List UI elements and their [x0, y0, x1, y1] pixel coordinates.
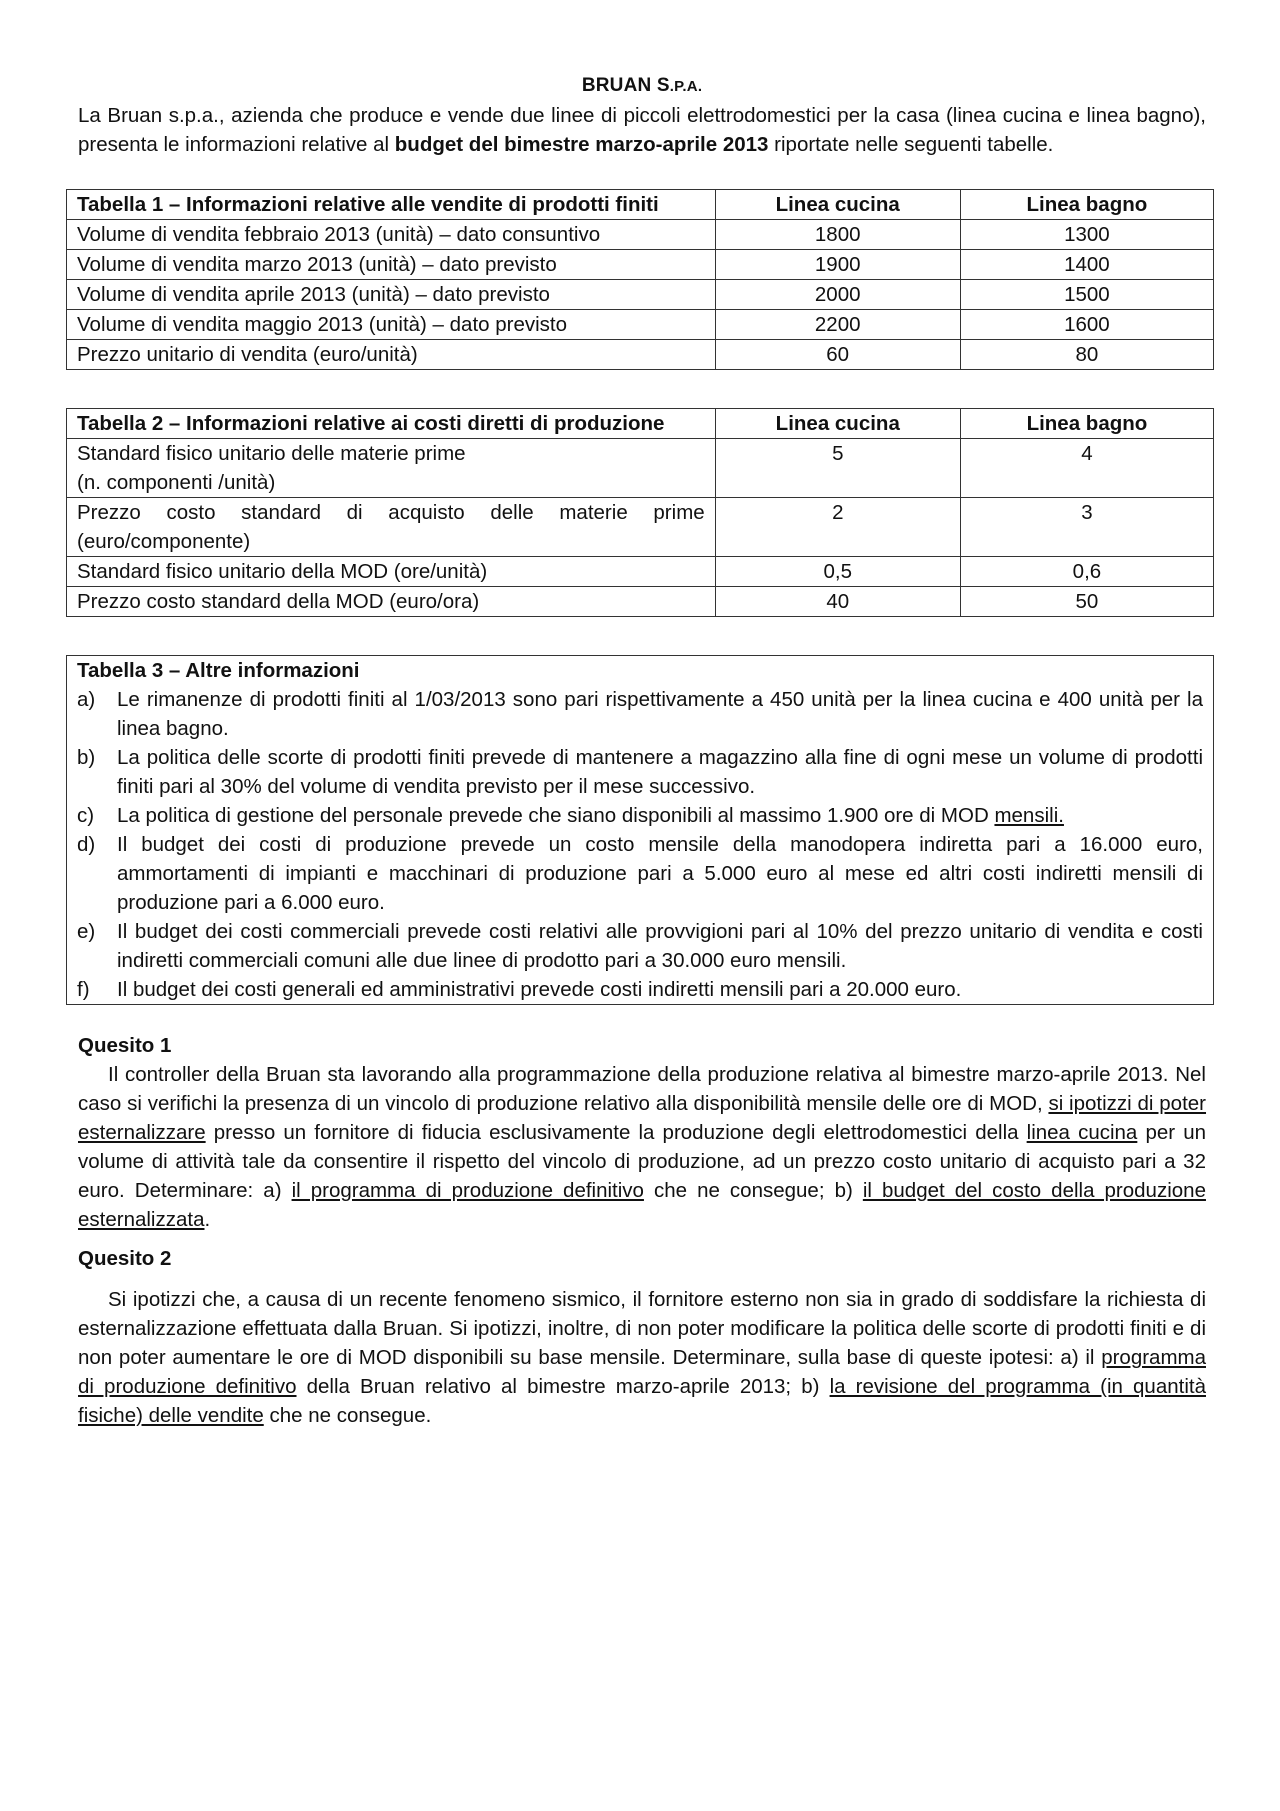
list-item	[77, 830, 1203, 917]
row-label: Volume di vendita marzo 2013 (unità) – dato previsto	[67, 250, 716, 280]
list-marker: b)	[77, 746, 96, 769]
q1-text-1: Il controller della Bruan sta lavorando alla programmazione della produzione relativa al bimestre marzo-aprile 2013. Nel caso si verifichi la presenza di un vincolo di produzione relativo alla disponibilità mensile delle ore di MOD,	[78, 1063, 1206, 1115]
q1-text-2: presso un fornitore di fiducia esclusivamente la produzione degli elettrodomestici della	[205, 1121, 1027, 1144]
title-main: BRUAN S	[581, 75, 670, 96]
cucina-value: 0,5	[715, 557, 960, 587]
list-item	[77, 975, 1203, 1004]
quesito-1-heading: Quesito 1	[78, 1034, 172, 1057]
q2-text-3: che ne consegue.	[263, 1404, 432, 1427]
cucina-value: 2200	[715, 310, 960, 340]
list-item-text-plain: La politica di gestione del personale prevede che siano disponibili al massimo 1.900 ore di MOD	[117, 804, 995, 827]
table-row	[67, 587, 1214, 617]
row-label: Volume di vendita febbraio 2013 (unità) – dato consuntivo	[67, 220, 716, 250]
list-marker: f)	[77, 978, 90, 1001]
bagno-value: 1500	[960, 280, 1213, 310]
cucina-value: 1900	[715, 250, 960, 280]
underlined-text: programma di produzione definitivo	[78, 1346, 1206, 1398]
q2-text-2: della Bruan relativo al bimestre marzo-aprile 2013; b)	[296, 1375, 830, 1398]
bagno-value: 1300	[960, 220, 1213, 250]
intro-text-1: La Bruan s.p.a., azienda che produce e vende due linee di piccoli elettrodomestici per la casa (linea cucina e linea bagno), presenta le informazioni relative al	[78, 104, 1206, 156]
underlined-text: mensili.	[994, 804, 1064, 827]
underlined-text: il budget del costo della produzione esternalizzata	[78, 1179, 1206, 1231]
cucina-value: 5	[715, 439, 960, 498]
intro-bold-text: budget del bimestre marzo-aprile 2013	[394, 133, 769, 156]
table-header-row	[67, 409, 1214, 439]
q2-text-1: Si ipotizzi che, a causa di un recente fenomeno sismico, il fornitore esterno non sia in grado di soddisfare la richiesta di esternalizzazione effettuata dalla Bruan. Si ipotizzi, inoltre, di non poter modificare la politica delle scorte di prodotti finiti e di non poter aumentare le ore di MOD disponibili su base mensile. Determinare, sulla base di queste ipotesi: a) il	[78, 1288, 1206, 1369]
list-item-text: Il budget dei costi di produzione prevede un costo mensile della manodopera indiretta pari a 16.000 euro, ammortamenti di impianti e macchinari di produzione pari a 5.000 euro al mese ed altri costi indiretti mensili di produzione pari a 6.000 euro.	[117, 833, 1203, 914]
underlined-text: si ipotizzi di poter esternalizzare	[78, 1092, 1207, 1144]
row-label: Volume di vendita aprile 2013 (unità) – dato previsto	[67, 280, 716, 310]
cucina-value: 2	[715, 498, 960, 557]
row-label-line1: Prezzo costo standard di acquisto delle materie prime	[77, 501, 705, 524]
row-label	[67, 498, 716, 557]
table2-title-header: Tabella 2 – Informazioni relative ai costi diretti di produzione	[67, 409, 716, 439]
list-item-text	[117, 801, 1203, 830]
list-item-text: Il budget dei costi generali ed amministrativi prevede costi indiretti mensili pari a 20.000 euro.	[117, 978, 962, 1001]
bagno-value: 1400	[960, 250, 1213, 280]
underlined-text: la revisione del programma (in quantità fisiche) delle vendite	[78, 1375, 1206, 1427]
table-row	[67, 498, 1214, 557]
column-header-bagno: Linea bagno	[960, 190, 1213, 220]
list-item	[77, 801, 1203, 830]
table-row	[67, 340, 1214, 370]
info-list	[77, 685, 1203, 1004]
column-header-cucina: Linea cucina	[715, 409, 960, 439]
table3-title: Tabella 3 – Altre informazioni	[77, 659, 360, 682]
intro-text-2: riportate nelle seguenti tabelle.	[768, 133, 1054, 156]
list-item	[77, 685, 1203, 743]
q1-text-4: che ne consegue; b)	[643, 1179, 863, 1202]
bagno-value: 50	[960, 587, 1213, 617]
list-marker: a)	[77, 688, 96, 711]
row-label-line2: (n. componenti /unità)	[77, 471, 276, 494]
list-marker: c)	[77, 804, 95, 827]
table-header-row	[67, 190, 1214, 220]
title-small-caps: .P.A.	[669, 78, 703, 95]
other-info-box	[66, 655, 1214, 1005]
q1-text-3: per un volume di attività tale da consentire il rispetto del vincolo di produzione, ad un prezzo costo unitario di acquisto pari a 32 euro. Determinare: a)	[78, 1121, 1206, 1202]
intro-paragraph	[78, 101, 1206, 159]
list-item	[77, 743, 1203, 801]
bagno-value: 1600	[960, 310, 1213, 340]
list-item	[77, 917, 1203, 975]
document-page	[78, 72, 1206, 1430]
underlined-text: linea cucina	[1026, 1121, 1138, 1144]
production-costs-table	[66, 408, 1214, 617]
list-marker: e)	[77, 920, 96, 943]
table-row	[67, 250, 1214, 280]
row-label-line2: (euro/componente)	[77, 530, 251, 553]
list-item-text: Il budget dei costi commerciali prevede costi relativi alle provvigioni pari al 10% del prezzo unitario di vendita e costi indiretti commerciali comuni alle due linee di prodotto pari a 30.000 euro mensili.	[117, 920, 1203, 972]
underlined-text: il programma di produzione definitivo	[291, 1179, 644, 1202]
sales-table	[66, 189, 1214, 370]
list-item-text: Le rimanenze di prodotti finiti al 1/03/2013 sono pari rispettivamente a 450 unità per la linea cucina e 400 unità per la linea bagno.	[117, 688, 1203, 740]
quesito-2-heading: Quesito 2	[78, 1247, 172, 1270]
bagno-value: 80	[960, 340, 1213, 370]
bagno-value: 4	[960, 439, 1213, 498]
cucina-value: 60	[715, 340, 960, 370]
bagno-value: 0,6	[960, 557, 1213, 587]
table-row	[67, 557, 1214, 587]
cucina-value: 40	[715, 587, 960, 617]
table1-title-header: Tabella 1 – Informazioni relative alle vendite di prodotti finiti	[67, 190, 716, 220]
column-header-bagno: Linea bagno	[960, 409, 1213, 439]
bagno-value: 3	[960, 498, 1213, 557]
row-label	[67, 439, 716, 498]
list-item-text: La politica delle scorte di prodotti finiti prevede di mantenere a magazzino alla fine di ogni mese un volume di prodotti finiti pari al 30% del volume di vendita previsto per il mese successivo.	[117, 746, 1203, 798]
table-row	[67, 310, 1214, 340]
table-row	[67, 280, 1214, 310]
row-label: Prezzo costo standard della MOD (euro/ora)	[67, 587, 716, 617]
row-label: Standard fisico unitario della MOD (ore/unità)	[67, 557, 716, 587]
row-label: Prezzo unitario di vendita (euro/unità)	[67, 340, 716, 370]
quesito-2-text	[78, 1285, 1206, 1430]
list-marker: d)	[77, 833, 96, 856]
document-title	[78, 72, 1206, 101]
cucina-value: 1800	[715, 220, 960, 250]
row-label-line1: Standard fisico unitario delle materie prime	[77, 442, 466, 465]
quesito-1-text	[78, 1060, 1206, 1234]
cucina-value: 2000	[715, 280, 960, 310]
q1-text-5: .	[204, 1208, 211, 1231]
row-label: Volume di vendita maggio 2013 (unità) – dato previsto	[67, 310, 716, 340]
table-row	[67, 439, 1214, 498]
table-row	[67, 220, 1214, 250]
column-header-cucina: Linea cucina	[715, 190, 960, 220]
